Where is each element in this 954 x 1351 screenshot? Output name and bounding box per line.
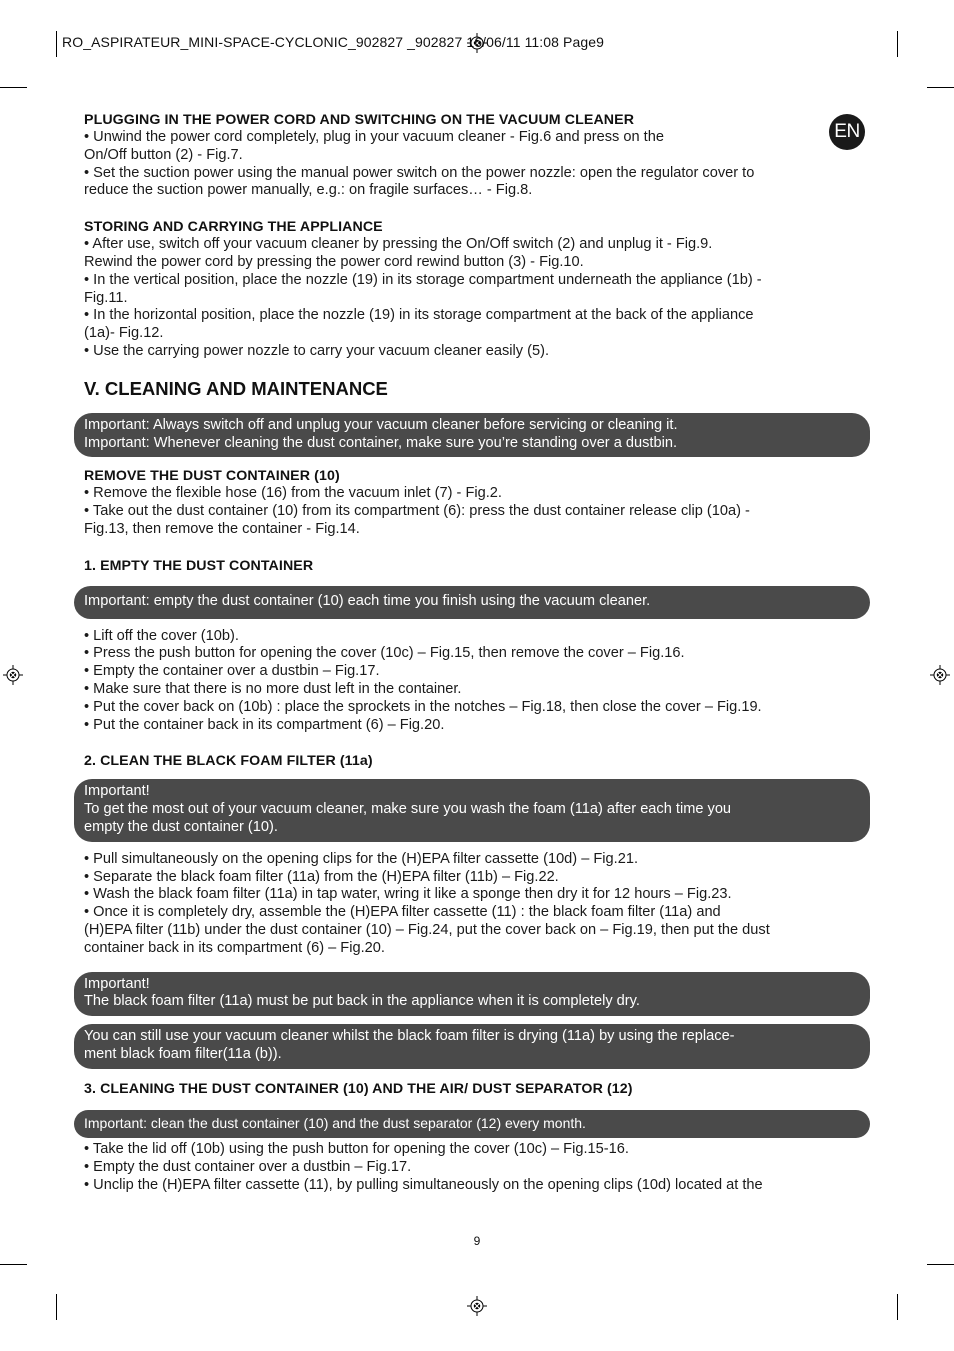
body-text: container back in its compartment (6) – Fig.20.	[84, 939, 385, 956]
crop-mark	[897, 31, 898, 57]
body-text: • After use, switch off your vacuum cleaner by pressing the On/Off switch (2) and unplug it - Fig.9.	[84, 236, 713, 253]
body-text: • Use the carrying power nozzle to carry your vacuum cleaner easily (5).	[84, 342, 549, 359]
body-text: • Unclip the (H)EPA filter cassette (11), by pulling simultaneously on the opening clips (10d) located at the	[84, 1177, 763, 1194]
crop-mark	[927, 87, 954, 88]
important-notice	[74, 972, 870, 1017]
crop-mark	[897, 1294, 898, 1320]
page-content	[84, 111, 870, 1195]
body-text: • Once it is completely dry, assemble the (H)EPA filter cassette (11) : the black foam filter (11a) and	[84, 904, 721, 921]
notice-text: ment black foam filter(11a (b)).	[84, 1045, 282, 1062]
notice-text: Important!	[84, 783, 150, 800]
info-notice	[74, 1024, 870, 1069]
crop-mark	[927, 1264, 954, 1265]
body-text: Fig.11.	[84, 289, 128, 306]
notice-text: You can still use your vacuum cleaner whilst the black foam filter is drying (11a) by using the replace-	[84, 1028, 735, 1045]
notice-text: The black foam filter (11a) must be put back in the appliance when it is completely dry.	[84, 993, 640, 1010]
notice-text: Important: Always switch off and unplug your vacuum cleaner before servicing or cleaning it.	[84, 416, 678, 433]
body-text: • Put the cover back on (10b) : place the sprockets in the notches – Fig.18, then close the cover – Fig.19.	[84, 698, 762, 715]
registration-mark-icon	[930, 665, 950, 685]
body-text: • Remove the flexible hose (16) from the vacuum inlet (7) - Fig.2.	[84, 485, 502, 502]
body-text: • Make sure that there is no more dust left in the container.	[84, 680, 462, 697]
notice-text: Important: Whenever cleaning the dust container, make sure you’re standing over a dustbin.	[84, 434, 678, 451]
body-text: • Set the suction power using the manual power switch on the power nozzle: open the regulator cover to	[84, 164, 755, 181]
notice-text: Important!	[84, 975, 150, 992]
body-text: • Empty the container over a dustbin – Fig.17.	[84, 663, 380, 680]
important-notice	[74, 586, 870, 619]
body-text: (H)EPA filter (11b) under the dust container (10) – Fig.24, put the cover back on – Fig.19, then put the dust	[84, 921, 770, 938]
important-notice	[74, 413, 870, 458]
crop-mark	[56, 1294, 57, 1320]
body-text: • Empty the dust container over a dustbin – Fig.17.	[84, 1159, 412, 1176]
page-number: 9	[473, 1234, 481, 1248]
language-badge: EN	[829, 114, 865, 150]
body-text: • Unwind the power cord completely, plug in your vacuum cleaner - Fig.6 and press on the	[84, 129, 664, 145]
important-notice	[74, 779, 870, 841]
body-text: • Pull simultaneously on the opening clips for the (H)EPA filter cassette (10d) – Fig.21.	[84, 850, 638, 867]
body-text: • Wash the black foam filter (11a) in tap water, wring it like a sponge then dry it for 12 hours – Fig.23.	[84, 886, 732, 903]
body-text: (1a)- Fig.12.	[84, 325, 164, 342]
notice-text: Important: clean the dust container (10) and the dust separator (12) every month.	[84, 1114, 586, 1131]
section-title: 1. EMPTY THE DUST CONTAINER	[84, 557, 314, 574]
registration-mark-icon	[467, 1296, 487, 1316]
body-text: • In the horizontal position, place the nozzle (19) in its storage compartment at the back of the appliance	[84, 307, 754, 324]
body-text: • Take out the dust container (10) from its compartment (6): press the dust container release clip (10a) -	[84, 503, 750, 520]
body-text: • Press the push button for opening the cover (10c) – Fig.15, then remove the cover – Fig.16.	[84, 645, 685, 662]
section-title: REMOVE THE DUST CONTAINER (10)	[84, 468, 340, 485]
important-notice	[74, 1110, 870, 1139]
notice-text: empty the dust container (10).	[84, 818, 278, 835]
print-slug: RO_ASPIRATEUR_MINI-SPACE-CYCLONIC_902827 _902827 16/06/11 11:08 Page9	[62, 34, 605, 50]
section-title: 2. CLEAN THE BLACK FOAM FILTER (11a)	[84, 753, 373, 770]
section-title: PLUGGING IN THE POWER CORD AND SWITCHING ON THE VACUUM CLEANER	[84, 112, 635, 128]
body-text: On/Off button (2) - Fig.7.	[84, 146, 243, 163]
body-text: • In the vertical position, place the nozzle (19) in its storage compartment underneath the appliance (1b) -	[84, 271, 762, 288]
chapter-title: V. CLEANING AND MAINTENANCE	[84, 377, 388, 399]
crop-mark	[56, 31, 57, 57]
section-title: 3. CLEANING THE DUST CONTAINER (10) AND THE AIR/ DUST SEPARATOR (12)	[84, 1080, 633, 1097]
crop-mark	[0, 1264, 27, 1265]
body-text: • Lift off the cover (10b).	[84, 627, 239, 644]
body-text: Rewind the power cord by pressing the power cord rewind button (3) - Fig.10.	[84, 253, 584, 270]
body-text: • Take the lid off (10b) using the push button for opening the cover (10c) – Fig.15-16.	[84, 1141, 629, 1158]
body-text: • Separate the black foam filter (11a) from the (H)EPA filter (11b) – Fig.22.	[84, 868, 559, 885]
notice-text: To get the most out of your vacuum cleaner, make sure you wash the foam (11a) after each time you	[84, 801, 732, 818]
section-title: STORING AND CARRYING THE APPLIANCE	[84, 219, 383, 236]
notice-text: Important: empty the dust container (10) each time you finish using the vacuum cleaner.	[84, 592, 651, 609]
body-text: Fig.13, then remove the container - Fig.14.	[84, 520, 360, 537]
body-text: • Put the container back in its compartment (6) – Fig.20.	[84, 716, 445, 733]
crop-mark	[0, 87, 27, 88]
registration-mark-icon	[3, 665, 23, 685]
body-text: reduce the suction power manually, e.g.: on fragile surfaces… - Fig.8.	[84, 182, 533, 199]
